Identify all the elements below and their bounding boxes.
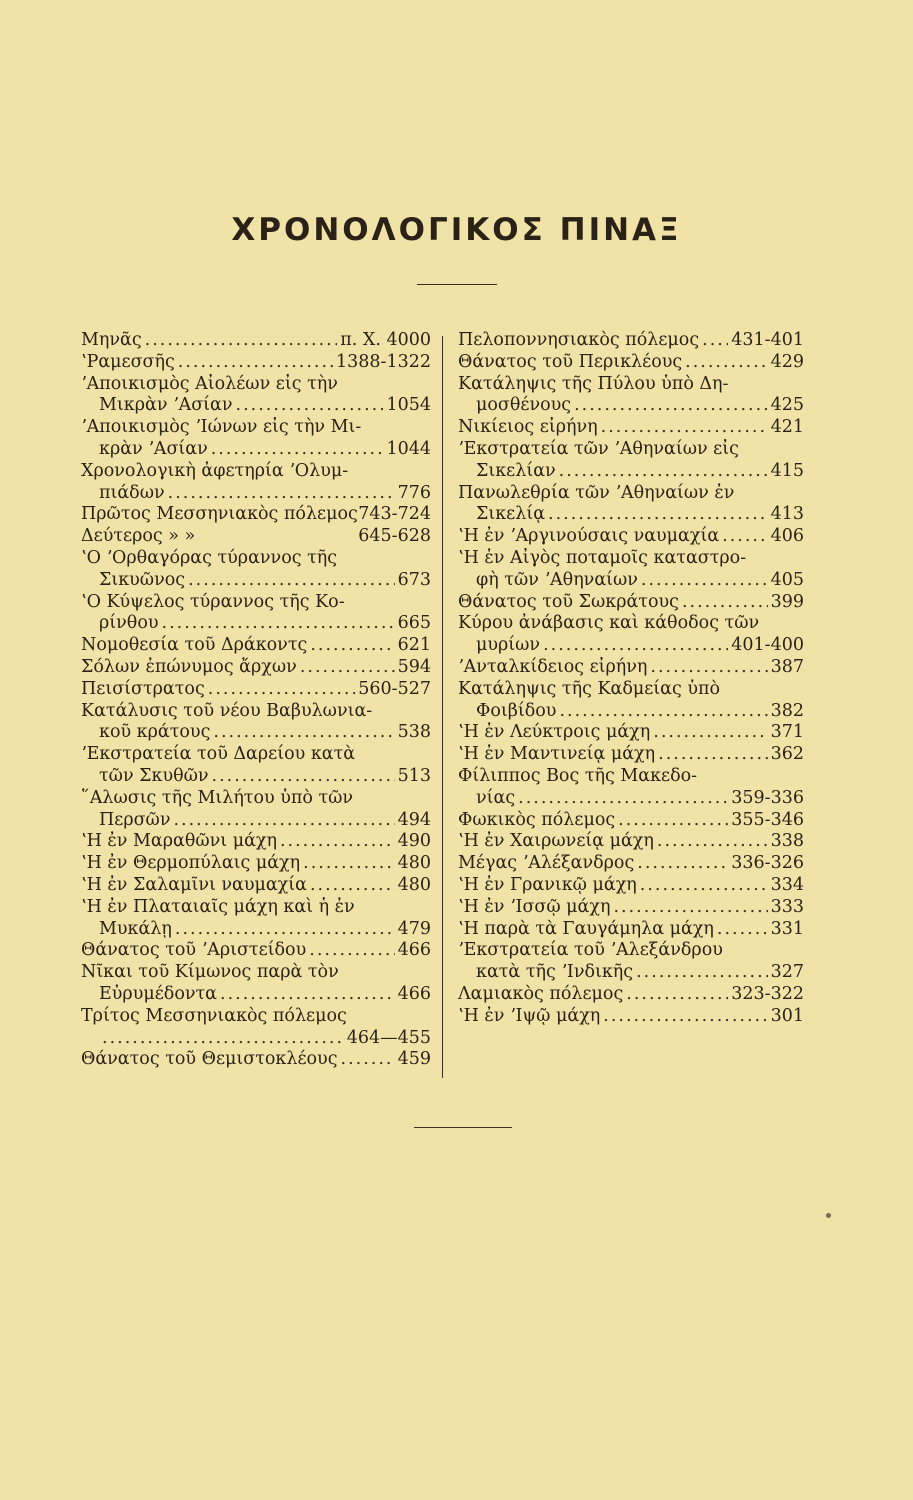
entry-line <box>81 417 431 439</box>
leader-dots <box>613 897 767 919</box>
index-entry <box>81 461 431 505</box>
entry-name: ʽΗ ἐν Αἰγὸς ποταμοῖς καταστρο- <box>458 547 747 568</box>
leader-dots <box>303 853 394 875</box>
leader-dots <box>211 439 384 461</box>
entry-name: φὴ τῶν ʼΑθηναίων <box>476 569 638 590</box>
entry-year: π. Χ. 4000 <box>340 330 431 350</box>
entry-name: ʽΗ ἐν ʼΑργινούσαις ναυμαχία <box>458 526 720 547</box>
entry-year: 425 <box>770 395 804 416</box>
index-entry <box>81 1049 431 1071</box>
index-entry <box>81 592 431 636</box>
index-entry <box>81 374 431 418</box>
entry-name: ρίνθου <box>99 613 159 634</box>
entry-line <box>81 570 431 592</box>
entry-name: ʽΗ ἐν Χαιρωνείᾳ μάχη <box>458 831 654 852</box>
entry-name: Νικίειος εἰρήνη <box>458 417 598 438</box>
index-entry <box>81 417 431 461</box>
entry-line <box>458 701 804 723</box>
leader-dots <box>543 635 728 657</box>
leader-dots <box>173 810 394 832</box>
entry-name: Θάνατος τοῦ Σωκράτους <box>458 591 679 612</box>
entry-name: Μικρὰν ʼΑσίαν <box>99 395 233 416</box>
index-entry <box>81 701 431 745</box>
entry-name: Μέγας ʼΑλέξανδρος <box>458 853 635 874</box>
entry-line <box>81 1049 431 1071</box>
index-entry <box>81 635 431 657</box>
leader-dots <box>220 984 395 1006</box>
entry-year: 399 <box>770 591 804 612</box>
entry-name: ʼΑποικισμὸς ʼΙώνων εἰς τὴν Μι- <box>81 417 362 438</box>
entry-line <box>81 679 431 701</box>
leader-dots <box>175 919 395 941</box>
entry-year: 594 <box>397 656 431 677</box>
entry-name: Σικελίαν <box>476 460 556 481</box>
index-entry <box>81 548 431 592</box>
entry-year: 334 <box>770 874 804 895</box>
entry-line <box>81 810 431 832</box>
entry-name: τῶν Σκυθῶν <box>99 765 209 786</box>
entry-line <box>458 679 804 701</box>
entry-year: 494 <box>397 809 431 830</box>
entry-name: νίας <box>476 787 516 808</box>
entry-line <box>81 984 431 1006</box>
entry-year: 406 <box>770 526 804 547</box>
entry-name: Σικελίᾳ <box>476 504 546 525</box>
leader-dots <box>309 940 394 962</box>
entry-year: 480 <box>397 874 431 895</box>
entry-name: Σικυῶνος <box>99 569 186 590</box>
entry-year: 359-336 <box>731 787 804 808</box>
entry-line <box>81 395 431 417</box>
entry-line <box>81 962 431 984</box>
entry-year: 362 <box>770 744 804 765</box>
entry-year: 405 <box>770 569 804 590</box>
entry-name: ʼΑνταλκίδειος εἰρήνη <box>458 656 648 677</box>
entry-line <box>458 853 804 875</box>
entry-name: ʼΕκστρατεία τοῦ Δαρείου κατὰ <box>81 744 356 765</box>
index-entry <box>458 897 804 919</box>
entry-name: Δεύτερος » » <box>81 526 196 547</box>
entry-name: Σόλων ἐπώνυμος ἄρχων <box>81 656 297 677</box>
leader-dots <box>548 504 768 526</box>
leader-dots <box>640 875 768 897</box>
entry-name: Περσῶν <box>99 809 171 830</box>
entry-line <box>458 940 804 962</box>
entry-name: ʽΗ ἐν Μαραθῶνι μάχη <box>81 831 277 852</box>
entry-line <box>81 635 431 657</box>
entry-name: ῞Αλωσις τῆς Μιλήτου ὑπὸ τῶν <box>81 787 354 808</box>
entry-year: 401-400 <box>731 635 804 656</box>
index-entry <box>458 592 804 614</box>
entry-name: ʽΗ ἐν Μαντινείᾳ μάχη <box>458 744 656 765</box>
index-entry <box>81 1006 431 1050</box>
leader-dots <box>657 831 768 853</box>
leader-dots <box>559 461 768 483</box>
entry-line <box>81 875 431 897</box>
entry-year: 301 <box>770 1005 804 1026</box>
entry-year: 338 <box>770 831 804 852</box>
entry-line <box>81 831 431 853</box>
entry-line <box>458 592 804 614</box>
entry-line <box>81 1028 431 1050</box>
entry-line <box>458 417 804 439</box>
index-entry <box>81 875 431 897</box>
entry-line <box>81 461 431 483</box>
bottom-rule <box>414 1127 512 1128</box>
entry-line <box>458 722 804 744</box>
leader-dots <box>636 962 768 984</box>
leader-dots <box>641 570 768 592</box>
entry-year: 1388-1322 <box>336 351 431 372</box>
entry-year: 480 <box>397 853 431 874</box>
entry-name: Πεισίστρατος <box>81 678 205 699</box>
entry-name: ʼΑποικισμὸς Αἰολέων εἰς τὴν <box>81 373 338 394</box>
leader-dots <box>658 744 767 766</box>
entry-line <box>81 352 431 374</box>
entry-name: ʽΗ ἐν ʼΙψῷ μάχη <box>458 1005 601 1026</box>
leader-dots <box>682 592 768 614</box>
entry-year: 355-346 <box>731 809 804 830</box>
entry-name: Φοιβίδου <box>476 700 557 721</box>
leader-dots <box>310 875 395 897</box>
entry-name: Φωκικὸς πόλεμος <box>458 809 616 830</box>
index-entry <box>81 504 431 526</box>
entry-year: 429 <box>770 351 804 372</box>
entry-line <box>458 374 804 396</box>
entry-year: 371 <box>770 722 804 743</box>
entry-year: 327 <box>770 962 804 983</box>
entry-year: 415 <box>770 460 804 481</box>
index-entry <box>458 744 804 766</box>
entry-line <box>81 526 431 548</box>
index-entry <box>458 374 804 418</box>
entry-name: Τρίτος Μεσσηνιακὸς πόλεμος <box>81 1005 347 1026</box>
leader-dots <box>208 679 356 701</box>
leader-dots <box>650 657 767 679</box>
entry-name: Εὐρυμέδοντα <box>99 983 217 1004</box>
entry-name: Θάνατος τοῦ Περικλέους <box>458 351 683 372</box>
index-entry <box>81 897 431 941</box>
paper-speck <box>826 1213 831 1218</box>
index-entry <box>81 657 431 679</box>
leader-dots <box>310 635 394 657</box>
index-entry <box>81 940 431 962</box>
page-title: ΧΡΟΝΟΛΟΓΙΚΟΣ ΠΙΝΑΞ <box>231 212 682 248</box>
entry-name: Πελοποννησιακὸς πόλεμος <box>458 330 700 350</box>
index-entry <box>458 352 804 374</box>
entry-year: 1044 <box>386 438 431 459</box>
entry-year: 1054 <box>386 395 431 416</box>
index-entry <box>458 330 804 352</box>
leader-dots <box>178 352 333 374</box>
left-column <box>81 330 431 1071</box>
entry-name: ʼΕκστρατεία τοῦ ʼΑλεξάνδρου <box>458 940 723 961</box>
entry-line <box>81 330 431 352</box>
entry-name: ʽΟ Κύψελος τύραννος τῆς Κο- <box>81 591 345 612</box>
leader-dots <box>717 919 768 941</box>
entry-line <box>458 330 804 352</box>
entry-line <box>458 744 804 766</box>
entry-line <box>458 788 804 810</box>
index-entry <box>458 810 804 832</box>
entry-name: μοσθένους <box>476 395 572 416</box>
index-entry <box>458 439 804 483</box>
title-rule <box>417 284 497 285</box>
entry-line <box>81 548 431 570</box>
entry-line <box>81 744 431 766</box>
entry-line <box>81 483 431 505</box>
entry-name: ʽΗ ἐν Σαλαμῖνι ναυμαχία <box>81 874 307 895</box>
leader-dots <box>213 722 394 744</box>
entry-line <box>81 897 431 919</box>
entry-name: κοῦ κράτους <box>99 722 211 743</box>
leader-dots <box>722 526 767 548</box>
entry-line <box>81 788 431 810</box>
index-entry <box>458 984 804 1006</box>
entry-line <box>458 439 804 461</box>
leader-dots <box>300 657 395 679</box>
entry-year: 333 <box>770 896 804 917</box>
entry-name: ʽΗ ἐν ʼΙσσῷ μάχη <box>458 896 611 917</box>
index-entry <box>458 417 804 439</box>
index-entry <box>458 831 804 853</box>
entry-year: 459 <box>397 1049 431 1070</box>
entry-year: 464—455 <box>346 1027 431 1048</box>
entry-name: ʽΗ ἐν Θερμοπύλαις μάχη <box>81 853 301 874</box>
index-entry <box>458 526 804 548</box>
entry-year: 431-401 <box>731 330 804 350</box>
entry-line <box>81 766 431 788</box>
entry-year: 413 <box>770 504 804 525</box>
leader-dots <box>168 483 395 505</box>
index-entry <box>81 788 431 832</box>
leader-dots <box>574 395 768 417</box>
entry-line <box>81 919 431 941</box>
index-entry <box>458 919 804 941</box>
entry-line <box>458 831 804 853</box>
entry-line <box>458 919 804 941</box>
entry-line <box>458 526 804 548</box>
entry-name: κρὰν ʼΑσίαν <box>99 438 208 459</box>
entry-line <box>81 722 431 744</box>
entry-line <box>458 483 804 505</box>
index-entry <box>458 1006 804 1028</box>
entry-line <box>458 1006 804 1028</box>
entry-name: ʽΟ ʼΟρθαγόρας τύραννος τῆς <box>81 547 338 568</box>
entry-year: 665 <box>397 613 431 634</box>
index-entry <box>458 657 804 679</box>
entry-year: 323-322 <box>731 983 804 1004</box>
entry-year: 776 <box>397 482 431 503</box>
entry-line <box>81 592 431 614</box>
entry-name: Μυκάλῃ <box>99 918 172 939</box>
leader-dots <box>603 1006 767 1028</box>
index-entry <box>458 483 804 527</box>
index-entry <box>81 679 431 701</box>
index-entry <box>81 853 431 875</box>
entry-line <box>458 395 804 417</box>
entry-name: ʽΗ ἐν Γρανικῷ μάχη <box>458 874 637 895</box>
leader-dots <box>685 352 767 374</box>
entry-name: Πρῶτος Μεσσηνιακὸς πόλεμος <box>81 504 358 525</box>
entry-year: 560-527 <box>358 678 431 699</box>
entry-line <box>458 657 804 679</box>
leader-dots <box>518 788 728 810</box>
entry-year: 336-326 <box>731 853 804 874</box>
leader-dots <box>618 810 728 832</box>
index-entry <box>81 962 431 1006</box>
entry-year: 621 <box>397 635 431 656</box>
leader-dots <box>637 853 728 875</box>
index-entry <box>458 940 804 984</box>
index-entry <box>458 548 804 592</box>
entry-year: 538 <box>397 722 431 743</box>
entry-line <box>458 875 804 897</box>
entry-name: Κατάληψις τῆς Καδμείας ὑπὸ <box>458 678 721 699</box>
leader-dots <box>653 722 767 744</box>
entry-line <box>81 701 431 723</box>
entry-name: κατὰ τῆς ʼΙνδικῆς <box>476 962 634 983</box>
entry-line <box>458 810 804 832</box>
entry-line <box>458 570 804 592</box>
entry-name: Κατάληψις τῆς Πύλου ὑπὸ Δη- <box>458 373 729 394</box>
entry-line <box>81 940 431 962</box>
entry-line <box>458 635 804 657</box>
entry-year: 513 <box>397 765 431 786</box>
entry-line <box>458 352 804 374</box>
entry-year: 479 <box>397 918 431 939</box>
entry-line <box>458 962 804 984</box>
entry-year: 382 <box>770 700 804 721</box>
index-entry <box>458 722 804 744</box>
entry-line <box>81 1006 431 1028</box>
entry-line <box>458 766 804 788</box>
entry-year: 673 <box>397 569 431 590</box>
entry-name: Χρονολογικὴ ἀφετηρία ʼΟλυμ- <box>81 460 349 481</box>
entry-name: ʽΗ παρὰ τὰ Γαυγάμηλα μάχη <box>458 918 714 939</box>
entry-name: Κατάλυσις τοῦ νέου Βαβυλωνια- <box>81 700 373 721</box>
leader-dots <box>280 831 395 853</box>
entry-name: Νῖκαι τοῦ Κίμωνος παρὰ τὸν <box>81 962 339 983</box>
leader-dots <box>341 1049 395 1071</box>
entry-year: 331 <box>770 918 804 939</box>
entry-year: 421 <box>770 417 804 438</box>
entry-year: 466 <box>397 940 431 961</box>
entry-year: 645-628 <box>358 526 431 547</box>
index-entry <box>458 766 804 810</box>
index-entry <box>458 853 804 875</box>
entry-line <box>81 853 431 875</box>
entry-name: ʽΗ ἐν Πλαταιαῖς μάχη καὶ ἡ ἐν <box>81 896 355 917</box>
entry-year: 387 <box>770 656 804 677</box>
leader-dots <box>162 613 395 635</box>
index-entry <box>458 613 804 657</box>
entry-line <box>81 657 431 679</box>
entry-name: Νομοθεσία τοῦ Δράκοντς <box>81 635 308 656</box>
entry-line <box>81 439 431 461</box>
entry-name: Λαμιακὸς πόλεμος <box>458 983 624 1004</box>
index-entry <box>81 330 431 352</box>
leader-dots <box>601 417 768 439</box>
leader-dots <box>188 570 395 592</box>
entry-name: μυρίων <box>476 635 541 656</box>
index-entry <box>458 875 804 897</box>
entry-line <box>458 461 804 483</box>
entry-name: Πανωλεθρία τῶν ʼΑθηναίων ἐν <box>458 482 735 503</box>
entry-name: πιάδων <box>99 482 165 503</box>
entry-name: Θάνατος τοῦ ʼΑριστείδου <box>81 940 307 961</box>
entry-line <box>458 897 804 919</box>
entry-year: 743-724 <box>358 504 431 525</box>
index-entry <box>81 744 431 788</box>
leader-dots <box>626 984 728 1006</box>
right-column <box>458 330 804 1028</box>
entry-name: ʼΕκστρατεία τῶν ʼΑθηναίων εἰς <box>458 438 739 459</box>
entry-line <box>458 613 804 635</box>
leader-dots <box>145 330 338 352</box>
entry-line <box>81 374 431 396</box>
index-entry <box>81 526 431 548</box>
entry-name: Θάνατος τοῦ Θεμιστοκλέους <box>81 1049 338 1070</box>
entry-name: ʽΡαμεσσῆς <box>81 351 175 372</box>
leader-dots <box>559 701 767 723</box>
entry-line <box>458 548 804 570</box>
index-entry <box>81 831 431 853</box>
entry-line <box>81 504 431 526</box>
index-entry <box>81 352 431 374</box>
entry-line <box>458 504 804 526</box>
leader-dots <box>702 330 728 352</box>
column-divider <box>442 336 443 1078</box>
entry-name: ʽΗ ἐν Λεύκτροις μάχη <box>458 722 651 743</box>
entry-name: Φίλιππος Βος τῆς Μακεδο- <box>458 765 698 786</box>
leader-dots <box>212 766 395 788</box>
entry-name: Κύρου ἀνάβασις καὶ κάθοδος τῶν <box>458 613 760 634</box>
entry-line <box>81 613 431 635</box>
leader-dots <box>236 395 384 417</box>
leader-dots <box>102 1028 344 1050</box>
index-entry <box>458 679 804 723</box>
entry-year: 466 <box>397 983 431 1004</box>
entry-line <box>458 984 804 1006</box>
entry-name: Μηνᾶς <box>81 330 142 350</box>
entry-year: 490 <box>397 831 431 852</box>
